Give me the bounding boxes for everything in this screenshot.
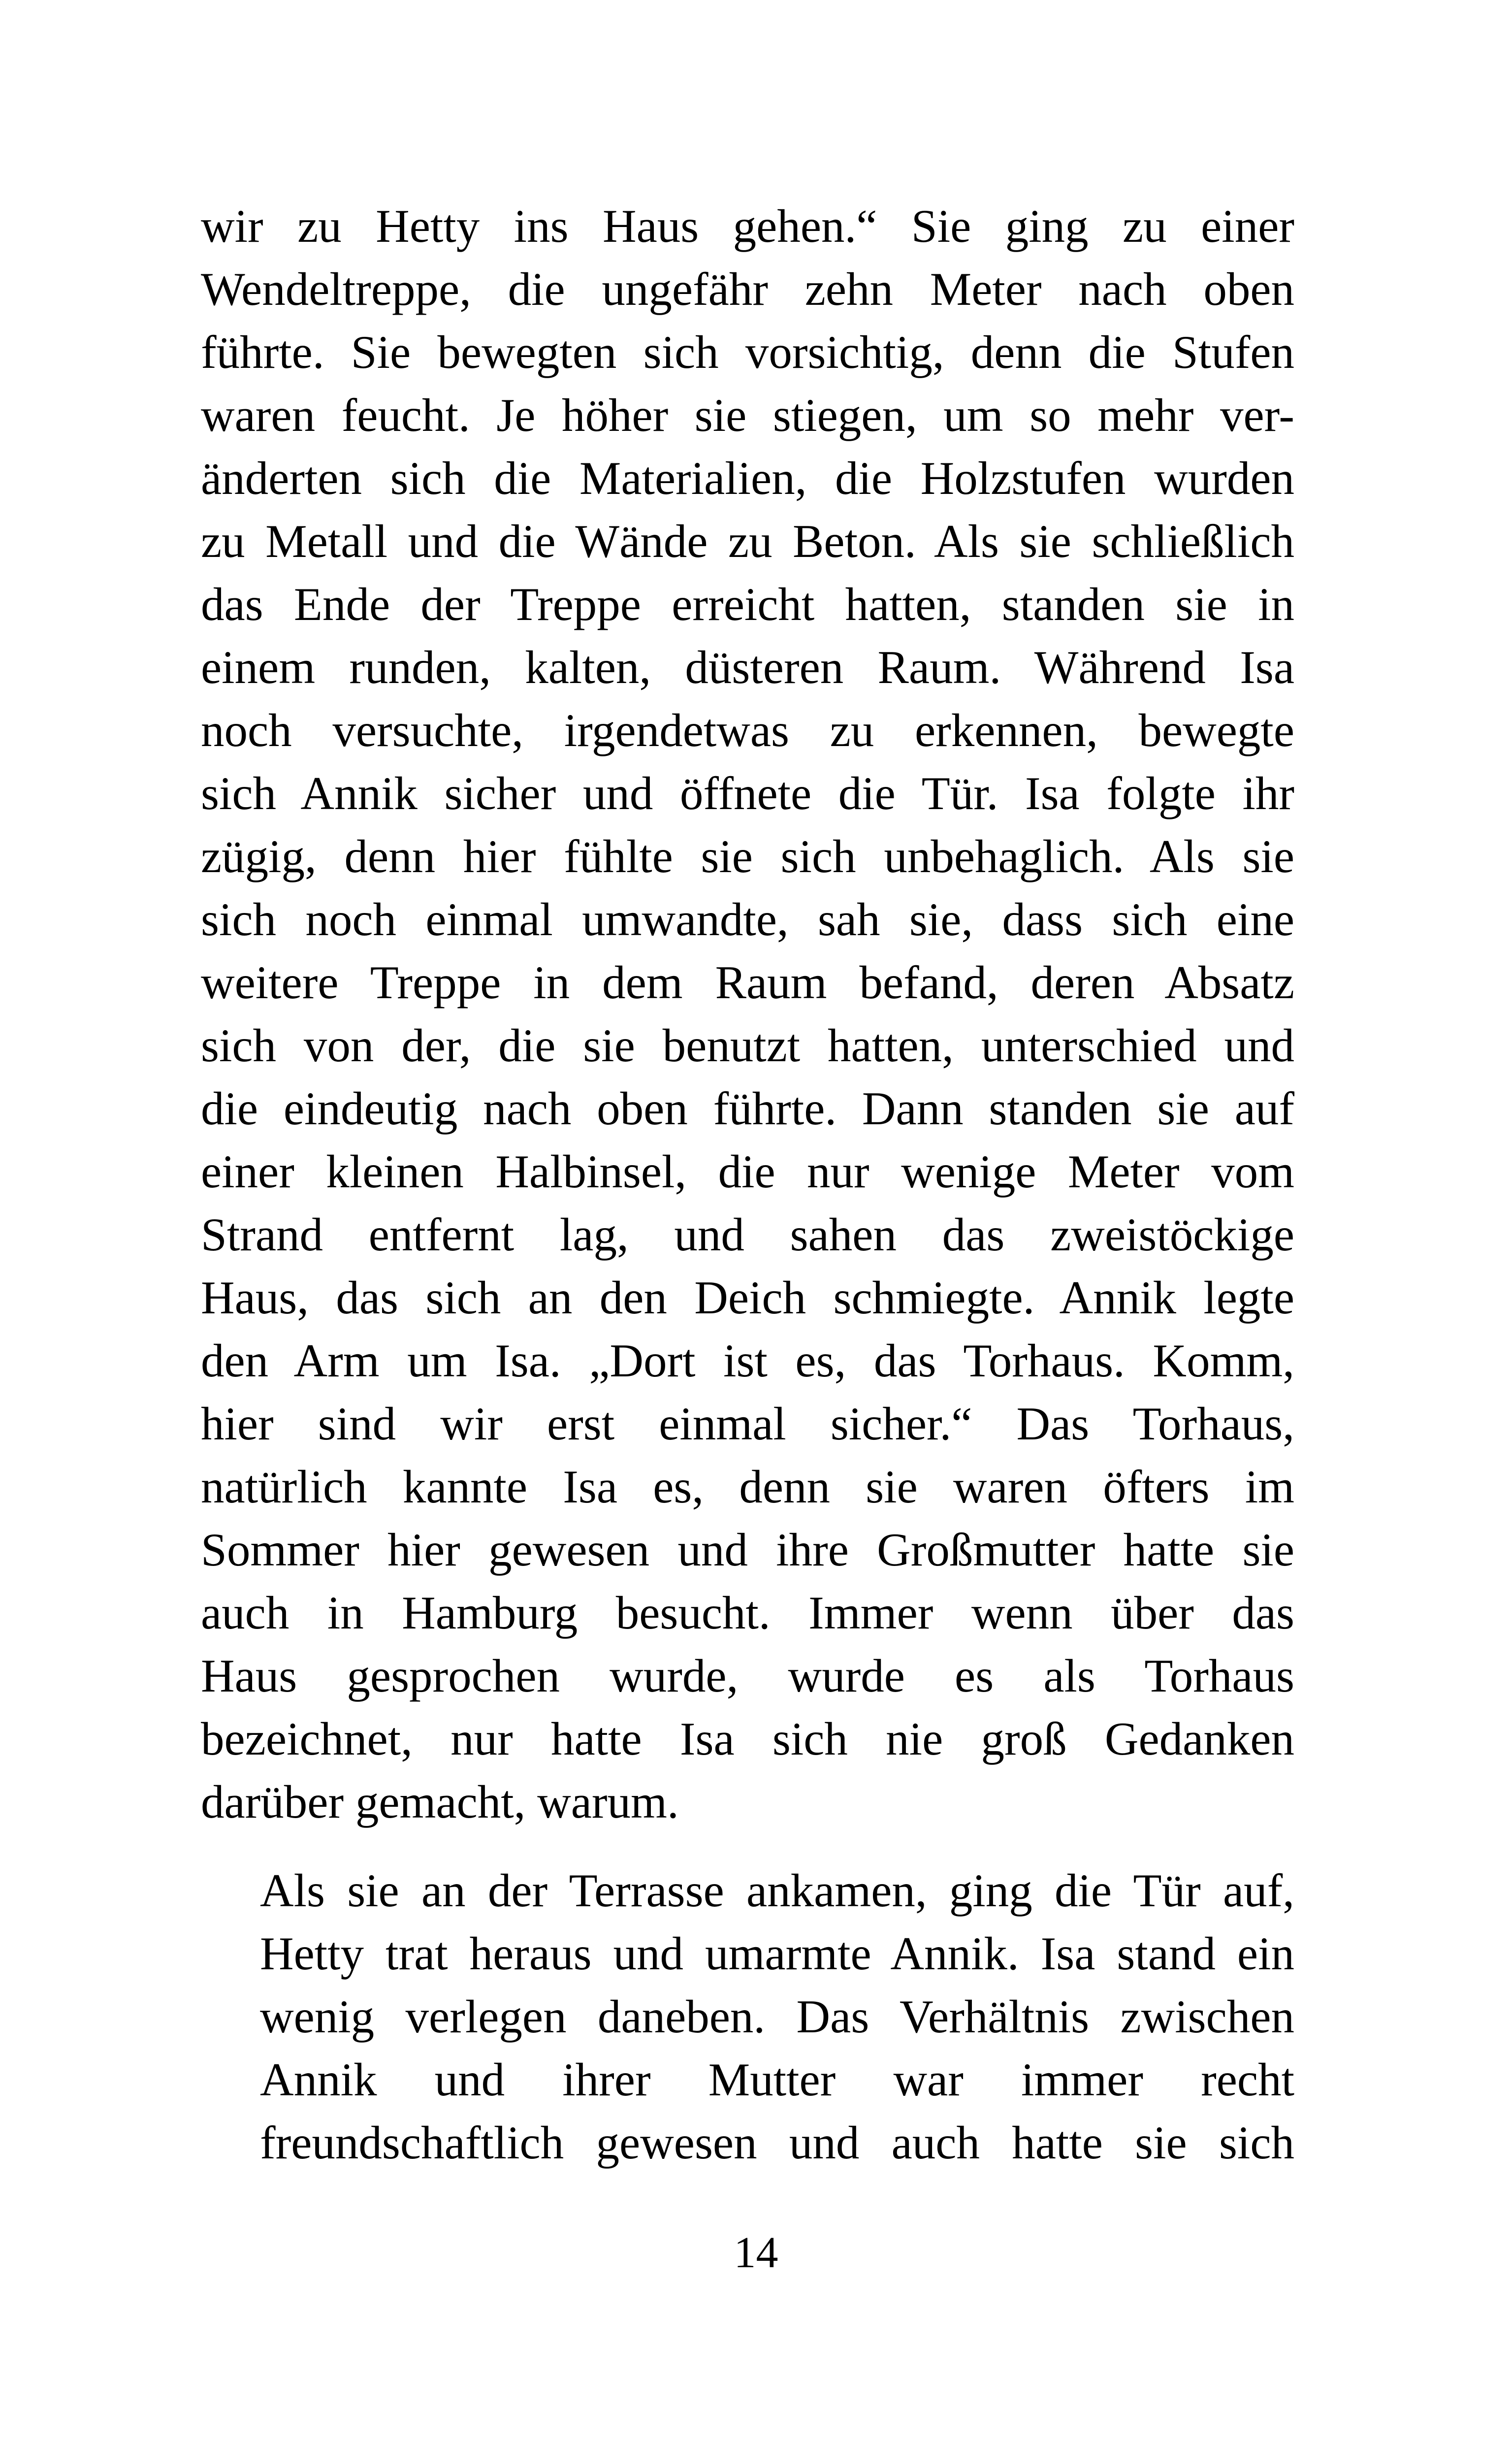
paragraph-2 xyxy=(201,1859,1294,2174)
text-line: auch in Hamburg besucht. Immer wenn über das xyxy=(201,1587,1294,1639)
text-line: das Ende der Treppe erreicht hatten, standen sie in xyxy=(201,578,1294,630)
text-line: Hetty trat heraus und umarmte Annik. Isa stand ein xyxy=(260,1927,1294,1980)
text-line: Annik und ihrer Mutter war immer recht xyxy=(260,2053,1294,2106)
text-line: Haus, das sich an den Deich schmiegte. Annik legte xyxy=(201,1271,1294,1324)
text-line: zügig, denn hier fühlte sie sich unbehaglich. Als sie xyxy=(201,830,1294,882)
text-line: änderten sich die Materialien, die Holzstufen wurden xyxy=(201,452,1294,504)
text-line: wenig verlegen daneben. Das Verhältnis zwischen xyxy=(260,1990,1294,2043)
text-line: einem runden, kalten, düsteren Raum. Während Isa xyxy=(201,641,1294,693)
text-line: wir zu Hetty ins Haus gehen.“ Sie ging zu einer xyxy=(201,200,1294,252)
text-line: Sommer hier gewesen und ihre Großmutter hatte sie xyxy=(201,1524,1294,1576)
text-line: hier sind wir erst einmal sicher.“ Das Torhaus, xyxy=(201,1398,1294,1450)
text-line: darüber gemacht, warum. xyxy=(201,1776,679,1828)
text-line: freundschaftlich gewesen und auch hatte sie sich xyxy=(260,2117,1294,2169)
text-line: waren feucht. Je höher sie stiegen, um so mehr ver- xyxy=(201,389,1294,441)
text-line: Wendeltreppe, die ungefähr zehn Meter nach oben xyxy=(201,263,1294,315)
text-line: sich noch einmal umwandte, sah sie, dass sich eine xyxy=(201,893,1294,945)
text-line: sich von der, die sie benutzt hatten, unterschied und xyxy=(201,1019,1294,1072)
text-line: führte. Sie bewegten sich vorsichtig, denn die Stufen xyxy=(201,326,1294,378)
text-line: natürlich kannte Isa es, denn sie waren öfters im xyxy=(201,1461,1294,1513)
text-line: sich Annik sicher und öffnete die Tür. Isa folgte ihr xyxy=(201,767,1294,819)
text-line: den Arm um Isa. „Dort ist es, das Torhaus. Komm, xyxy=(201,1335,1294,1387)
page-number: 14 xyxy=(734,2228,778,2277)
text-line: Als sie an der Terrasse ankamen, ging die Tür auf, xyxy=(260,1864,1294,1917)
text-line: die eindeutig nach oben führte. Dann standen sie auf xyxy=(201,1082,1294,1135)
text-line: Strand entfernt lag, und sahen das zweistöckige xyxy=(201,1208,1294,1261)
text-line: weitere Treppe in dem Raum befand, deren Absatz xyxy=(201,956,1294,1009)
text-line: zu Metall und die Wände zu Beton. Als sie schließlich xyxy=(201,515,1294,567)
body-text xyxy=(201,195,1294,2174)
text-line: noch versuchte, irgendetwas zu erkennen, bewegte xyxy=(201,704,1294,756)
text-line: bezeichnet, nur hatte Isa sich nie groß Gedanken xyxy=(201,1713,1294,1765)
text-line: Haus gesprochen wurde, wurde es als Torhaus xyxy=(201,1650,1294,1702)
text-line: einer kleinen Halbinsel, die nur wenige Meter vom xyxy=(201,1145,1294,1198)
paragraph-1 xyxy=(201,195,1294,1833)
